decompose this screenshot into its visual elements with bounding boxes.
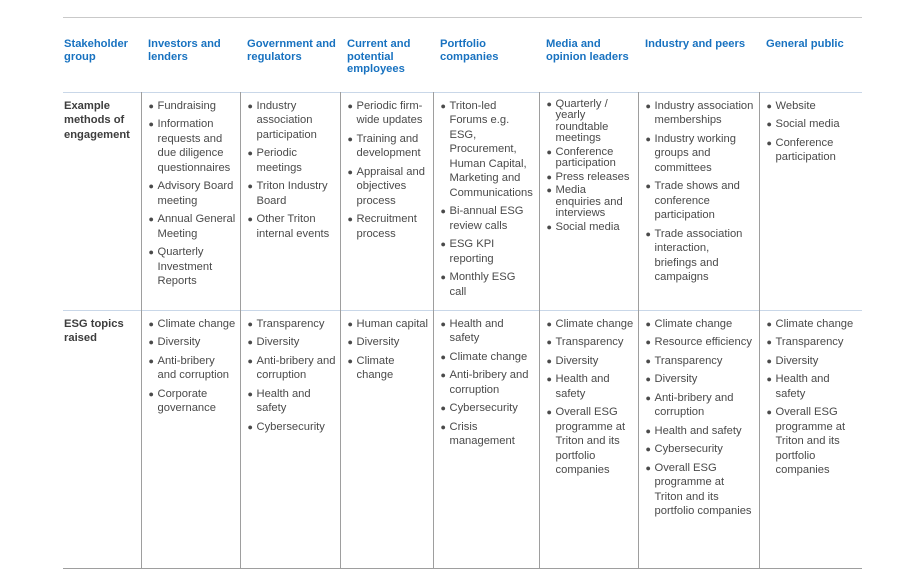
list-item-text: Quarterly Investment Reports: [157, 246, 213, 287]
list-item-text: Industry working groups and committees: [654, 132, 736, 174]
list-item: [149, 179, 236, 208]
list-item: [441, 317, 535, 346]
bullet-icon: ●: [247, 388, 253, 399]
list-item: [646, 354, 755, 369]
list-item-text: Transparency: [654, 354, 723, 367]
list-item: [441, 270, 535, 299]
list-item-text: Health and safety: [555, 373, 610, 400]
table-cell: [539, 92, 638, 310]
list-item: [646, 424, 755, 439]
list-item: [149, 335, 236, 350]
table-cell: [240, 92, 340, 310]
bullet-icon: ●: [766, 119, 772, 129]
list-item: [767, 354, 859, 369]
list-item: [646, 442, 755, 457]
list-item: [547, 372, 634, 401]
bullet-icon: ●: [546, 221, 552, 232]
list-item-text: Fundraising: [157, 99, 216, 112]
list-item-text: Industry association memberships: [654, 99, 754, 126]
list-item-text: Information requests and due diligence questionnaires: [157, 118, 231, 174]
stakeholder-engagement-table: [63, 17, 862, 569]
bullet-list: [441, 317, 535, 449]
bullet-icon: ●: [247, 148, 253, 158]
list-item: [248, 212, 336, 241]
list-item: [149, 99, 236, 114]
bullet-icon: ●: [440, 206, 446, 216]
table-cell: [340, 92, 433, 310]
list-item: [767, 136, 859, 165]
bullet-icon: ●: [440, 370, 446, 380]
list-item-text: Anti-bribery and corruption: [157, 354, 230, 381]
bullet-list: [547, 317, 634, 478]
list-item-text: Crisis management: [449, 420, 515, 447]
list-item-text: Periodic firm-wide updates: [356, 99, 423, 126]
table-cell: [539, 310, 638, 568]
bullet-icon: ●: [440, 403, 446, 413]
bullet-icon: ●: [645, 444, 651, 454]
list-item: [441, 99, 535, 201]
list-item-text: Trade association interaction, briefings and campaigns: [654, 227, 743, 283]
bullet-icon: ●: [148, 181, 154, 191]
bullet-icon: ●: [347, 166, 353, 177]
row-label: Example methods of engagement: [64, 99, 130, 141]
list-item-text: Climate change: [654, 317, 733, 330]
list-item-text: Health and safety: [775, 373, 830, 400]
list-item: [547, 147, 634, 170]
bullet-list: [767, 317, 859, 478]
list-item-text: Annual General Meeting: [157, 213, 236, 240]
list-item: [646, 317, 755, 332]
bullet-icon: ●: [440, 421, 446, 432]
header-portfolio: Portfolio companies: [440, 38, 499, 63]
bullet-list: [646, 99, 755, 285]
table-cell: [759, 310, 862, 568]
list-item-text: Social media: [555, 220, 620, 233]
bullet-icon: ●: [766, 100, 772, 111]
list-item: [646, 227, 755, 285]
bullet-icon: ●: [347, 214, 353, 224]
list-item-text: Conference participation: [555, 145, 616, 169]
list-item: [248, 317, 336, 332]
bullet-icon: ●: [440, 239, 446, 249]
list-item: [149, 212, 236, 241]
bullet-icon: ●: [546, 171, 552, 182]
list-item-text: Cybersecurity: [256, 420, 325, 433]
list-item: [248, 179, 336, 208]
bullet-icon: ●: [247, 337, 253, 347]
bullet-icon: ●: [247, 100, 253, 111]
list-item: [441, 237, 535, 266]
bullet-icon: ●: [440, 272, 446, 282]
list-item: [348, 165, 429, 209]
header-employees: Current and potential employees: [347, 38, 411, 75]
bullet-list: [248, 99, 336, 242]
bullet-list: [767, 99, 859, 165]
bullet-icon: ●: [148, 100, 154, 111]
header-public: General public: [766, 38, 844, 50]
list-item: [248, 420, 336, 435]
table-cell: [141, 92, 240, 310]
list-item-text: Monthly ESG call: [449, 271, 516, 298]
bullet-icon: ●: [645, 355, 651, 366]
list-item: [547, 172, 634, 184]
bullet-icon: ●: [148, 247, 154, 257]
list-item-text: Press releases: [555, 170, 630, 183]
table-cell: [433, 310, 539, 568]
list-item: [767, 335, 859, 350]
bullet-icon: ●: [766, 355, 772, 366]
list-item: [248, 99, 336, 143]
list-item-text: Climate change: [356, 354, 395, 381]
bullet-icon: ●: [546, 185, 552, 195]
list-item-text: Anti-bribery and corruption: [654, 391, 734, 418]
list-item-text: Bi-annual ESG review calls: [449, 205, 524, 232]
bullet-list: [248, 317, 336, 435]
bullet-icon: ●: [766, 374, 772, 384]
list-item-text: Transparency: [555, 336, 624, 348]
list-item-text: Climate change: [157, 317, 236, 330]
bullet-icon: ●: [546, 337, 552, 347]
list-item-text: Diversity: [775, 354, 819, 367]
list-item-text: Social media: [775, 118, 840, 130]
list-item-text: Diversity: [157, 336, 201, 348]
list-item: [441, 350, 535, 365]
list-item: [646, 391, 755, 420]
bullet-list: [149, 99, 236, 289]
header-stakeholder-group: Stakeholder group: [64, 38, 129, 63]
bullet-icon: ●: [645, 100, 651, 111]
list-item-text: Website: [775, 99, 816, 112]
list-item-text: Climate change: [775, 317, 854, 330]
bullet-icon: ●: [347, 337, 353, 347]
list-item: [248, 335, 336, 350]
list-item: [547, 317, 634, 332]
list-item-text: Overall ESG programme at Triton and its portfolio companies: [654, 461, 752, 517]
list-item-text: Diversity: [356, 336, 400, 348]
list-item: [547, 222, 634, 234]
list-item: [547, 354, 634, 369]
list-item-text: Corporate governance: [157, 387, 216, 414]
list-item-text: Training and development: [356, 132, 421, 159]
engagement-methods-row: [63, 92, 862, 310]
bullet-list: [646, 317, 755, 519]
list-item: [441, 204, 535, 233]
bullet-icon: ●: [645, 228, 651, 239]
list-item-text: Climate change: [555, 317, 634, 330]
bullet-icon: ●: [546, 374, 552, 384]
list-item: [547, 99, 634, 145]
list-item: [248, 354, 336, 383]
bullet-list: [441, 99, 535, 300]
list-item-text: Industry association participation: [256, 99, 317, 141]
list-item: [646, 372, 755, 387]
list-item-text: Health and safety: [256, 387, 311, 414]
list-item: [547, 185, 634, 220]
table-cell: [240, 310, 340, 568]
list-item: [767, 372, 859, 401]
bullet-icon: ●: [766, 407, 772, 417]
bullet-icon: ●: [546, 146, 552, 157]
list-item: [149, 117, 236, 175]
list-item: [646, 132, 755, 176]
bullet-icon: ●: [440, 318, 446, 329]
bullet-icon: ●: [645, 318, 651, 329]
bullet-icon: ●: [440, 100, 446, 111]
bullet-icon: ●: [546, 98, 552, 109]
list-item-text: Trade shows and conference participation: [654, 180, 740, 221]
table-cell: [638, 310, 759, 568]
list-item: [149, 354, 236, 383]
list-item-text: Overall ESG programme at Triton and its portfolio companies: [775, 406, 846, 476]
list-item-text: Media enquiries and interviews: [555, 184, 623, 219]
bullet-icon: ●: [546, 318, 552, 329]
header-government: Government and regulators: [247, 38, 336, 63]
list-item: [348, 317, 429, 332]
bullet-icon: ●: [148, 214, 154, 224]
list-item: [646, 335, 755, 350]
list-item: [348, 99, 429, 128]
list-item-text: Climate change: [449, 350, 528, 363]
bullet-icon: ●: [148, 318, 154, 329]
list-item-text: Health and safety: [654, 424, 742, 437]
list-item-text: Health and safety: [449, 317, 504, 344]
list-item-text: Cybersecurity: [654, 443, 723, 455]
list-item: [767, 317, 859, 332]
bullet-icon: ●: [347, 100, 353, 111]
table-cell: [759, 92, 862, 310]
bullet-icon: ●: [645, 425, 651, 436]
list-item-text: Anti-bribery and corruption: [256, 354, 336, 381]
list-item: [248, 387, 336, 416]
list-item-text: Resource efficiency: [654, 336, 752, 348]
list-item-text: Conference participation: [775, 136, 836, 163]
header-media: Media and opinion leaders: [546, 38, 629, 63]
bullet-list: [348, 99, 429, 242]
list-item: [348, 132, 429, 161]
header-row: [63, 18, 862, 93]
table-cell: [340, 310, 433, 568]
table-cell: [141, 310, 240, 568]
list-item-text: Overall ESG programme at Triton and its portfolio companies: [555, 406, 626, 476]
list-item-text: Triton Industry Board: [256, 180, 328, 207]
list-item-text: Quarterly / yearly roundtable meetings: [555, 97, 609, 144]
list-item-text: Transparency: [775, 336, 844, 348]
bullet-icon: ●: [148, 355, 154, 366]
list-item: [441, 368, 535, 397]
bullet-icon: ●: [148, 337, 154, 347]
bullet-icon: ●: [347, 133, 353, 144]
list-item: [149, 387, 236, 416]
bullet-icon: ●: [766, 337, 772, 347]
list-item-text: Human capital: [356, 317, 429, 330]
list-item: [767, 99, 859, 114]
list-item-text: Appraisal and objectives process: [356, 165, 425, 207]
row-label: ESG topics raised: [64, 317, 124, 344]
bullet-list: [547, 99, 634, 234]
list-item-text: Cybersecurity: [449, 402, 518, 414]
bullet-icon: ●: [645, 337, 651, 347]
list-item: [348, 335, 429, 350]
bullet-icon: ●: [440, 351, 446, 362]
table-cell: [433, 92, 539, 310]
list-item: [348, 212, 429, 241]
list-item: [441, 401, 535, 416]
bullet-icon: ●: [645, 133, 651, 144]
bullet-icon: ●: [347, 318, 353, 329]
list-item: [149, 317, 236, 332]
header-investors: Investors and lenders: [148, 38, 221, 63]
list-item-text: Periodic meetings: [256, 147, 302, 174]
bullet-icon: ●: [645, 462, 651, 473]
bullet-list: [149, 317, 236, 416]
list-item: [248, 146, 336, 175]
bullet-list: [348, 317, 429, 383]
bullet-icon: ●: [247, 355, 253, 366]
bullet-icon: ●: [766, 137, 772, 148]
list-item: [348, 354, 429, 383]
bullet-icon: ●: [766, 318, 772, 329]
bullet-icon: ●: [645, 374, 651, 384]
list-item: [767, 405, 859, 478]
bullet-icon: ●: [247, 181, 253, 191]
list-item: [149, 245, 236, 289]
list-item: [646, 179, 755, 223]
bullet-icon: ●: [148, 119, 154, 129]
list-item-text: Recruitment process: [356, 213, 417, 240]
bullet-icon: ●: [546, 407, 552, 417]
bullet-icon: ●: [645, 181, 651, 191]
bullet-icon: ●: [247, 214, 253, 224]
list-item: [547, 405, 634, 478]
bullet-icon: ●: [546, 355, 552, 366]
bullet-icon: ●: [247, 421, 253, 432]
list-item: [547, 335, 634, 350]
list-item-text: Other Triton internal events: [256, 213, 330, 240]
list-item-text: Diversity: [654, 373, 698, 385]
bullet-icon: ●: [347, 355, 353, 366]
list-item-text: Advisory Board meeting: [157, 180, 234, 207]
bullet-icon: ●: [645, 392, 651, 403]
bullet-icon: ●: [247, 318, 253, 329]
list-item: [646, 99, 755, 128]
list-item: [646, 461, 755, 519]
list-item: [767, 117, 859, 132]
list-item-text: Anti-bribery and corruption: [449, 369, 529, 396]
esg-topics-row: [63, 310, 862, 568]
list-item-text: Transparency: [256, 317, 325, 330]
list-item: [441, 420, 535, 449]
list-item-text: Diversity: [256, 336, 300, 348]
header-industry: Industry and peers: [645, 38, 746, 50]
list-item-text: Diversity: [555, 354, 599, 367]
bullet-icon: ●: [148, 388, 154, 399]
table-cell: [638, 92, 759, 310]
list-item-text: Triton-led Forums e.g. ESG, Procurement, Human Capital, Marketing and Communications: [449, 99, 533, 199]
list-item-text: ESG KPI reporting: [449, 238, 495, 265]
